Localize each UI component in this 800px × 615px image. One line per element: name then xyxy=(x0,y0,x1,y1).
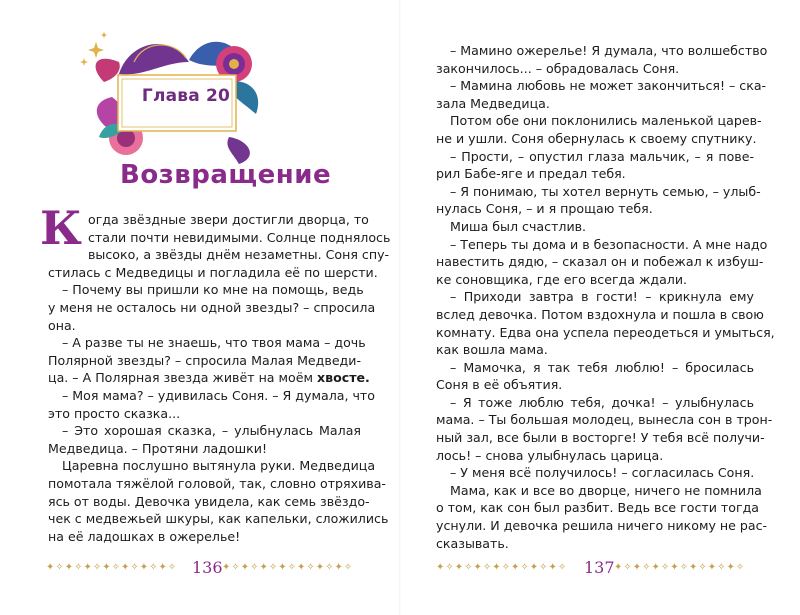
text-line: рил Бабе-яге и предал тебя. xyxy=(436,166,626,182)
text-line: высоко, а звёзды днём незаметны. Соня спу- xyxy=(88,247,390,263)
text-line: – Приходи завтра в гости! – крикнула ему xyxy=(450,289,754,305)
text-line: – Прости, – опустил глаза мальчик, – я пове- xyxy=(450,148,754,164)
text-line: нулась Соня, – и я прощаю тебя. xyxy=(436,201,653,217)
text-line: Миша был счастлив. xyxy=(450,218,587,234)
text-line: – Теперь ты дома и в безопасности. А мне надо xyxy=(450,236,768,252)
text-line: сказывать. xyxy=(436,535,509,551)
star-border-right: ✦✧✦✧✦✧✦✧✦✧✦✧✦✧ xyxy=(222,562,354,573)
text-line: – Мамино ожерелье! Я думала, что волшебство xyxy=(450,43,768,58)
text-line: вслед девочка. Потом вздохнула и пошла в свою xyxy=(436,306,764,322)
text-line: о том, как сон был разбит. Ведь все гости тогда xyxy=(436,500,759,516)
text-line: чек с медвежьей шкуры, как капельки, сложились xyxy=(48,511,389,527)
text-line: огда звёздные звери достигли дворца, то xyxy=(88,212,369,227)
text-line: это просто сказка... xyxy=(48,405,181,421)
text-line: ясь от воды. Девочка увидела, как семь звёздо- xyxy=(48,493,370,509)
text-line: Медведица. – Протяни ладошки! xyxy=(48,440,268,456)
text-line: ный зал, все были в восторге! У тебя всё получи- xyxy=(436,430,765,446)
page-number: 136 xyxy=(192,558,223,577)
text-line: на её ладошках в ожерелье! xyxy=(48,528,241,544)
text-line: она. xyxy=(48,317,76,333)
text-line: – Моя мама? – удивилась Соня. – Я думала, что xyxy=(62,387,375,403)
text-line: закончилось... – обрадовалась Соня. xyxy=(436,60,680,76)
right-page-text xyxy=(436,42,775,552)
text-line: уснули. И девочка решила ничего никому не рас- xyxy=(436,518,768,534)
text-line: – Мамина любовь не может закончиться! – ска- xyxy=(450,78,767,94)
text-line: Соня в её объятия. xyxy=(436,377,563,393)
text-fragment: ца. – А Полярная звезда живёт на моём xyxy=(48,370,317,386)
text-line: помотала тяжёлой головой, так, словно отряхива- xyxy=(48,475,386,491)
text-line: стилась с Медведицы и погладила её по шерсти. xyxy=(48,264,378,280)
text-line: Полярной звезды? – спросила Малая Медведи- xyxy=(48,352,361,368)
text-line: – Мамочка, я так тебя люблю! – бросилась xyxy=(450,359,754,375)
text-line: мама. – Ты большая молодец, вынесла сон в трон- xyxy=(436,412,773,428)
text-line: Царевна послушно вытянула руки. Медведица xyxy=(62,458,376,474)
text-line: – Я понимаю, ты хотел вернуть семью, – улыб- xyxy=(450,183,761,199)
text-line: как вошла мама. xyxy=(436,342,548,358)
page-number: 137 xyxy=(584,558,615,577)
text-line: – У меня всё получилось! – согласилась Соня. xyxy=(450,465,755,481)
text-line: Мама, как и все во дворце, ничего не помнила xyxy=(450,482,762,498)
drop-cap: К xyxy=(40,201,82,255)
text-line: зала Медведица. xyxy=(436,95,550,111)
text-line: ке соновщика, где его всегда ждали. xyxy=(436,271,688,287)
text-line: стали почти невидимыми. Солнце поднялось xyxy=(88,229,391,245)
bold-word: хвосте. xyxy=(316,370,370,386)
text-line: Потом обе они поклонились маленькой царев- xyxy=(450,113,762,129)
left-page-text xyxy=(48,211,391,545)
text-line: – Я тоже люблю тебя, дочка! – улыбнулась xyxy=(450,394,754,410)
text-line: навестить дядю, – сказал он и побежал к избуш- xyxy=(436,254,764,270)
text-line: не и ушли. Соня обернулась к своему спутнику. xyxy=(436,130,757,146)
text-line: лось! – снова улыбнулась царица. xyxy=(436,447,664,463)
star-border-left: ✦✧✦✧✦✧✦✧✦✧✦✧✦✧ xyxy=(46,562,178,573)
chapter-title: Возвращение xyxy=(120,160,332,190)
text-line: – Это хорошая сказка, – улыбнулась Малая xyxy=(62,423,361,439)
text-line: – Почему вы пришли ко мне на помощь, ведь xyxy=(62,282,364,298)
text-line: комнату. Едва она успела переодеться и умыться, xyxy=(436,324,775,340)
text-line: у меня не осталось ни одной звезды? – спросила xyxy=(48,299,376,315)
text-line: – А разве ты не знаешь, что твоя мама – дочь xyxy=(62,335,366,351)
star-border-left: ✦✧✦✧✦✧✦✧✦✧✦✧✦✧ xyxy=(436,562,568,573)
right-page xyxy=(400,0,800,615)
text-line-with-bold xyxy=(48,369,370,387)
chapter-label: Глава 20 xyxy=(141,86,231,106)
right-page-footer xyxy=(400,556,800,576)
left-page-footer xyxy=(0,556,400,576)
star-border-right: ✦✧✦✧✦✧✦✧✦✧✦✧✦✧ xyxy=(614,562,746,573)
